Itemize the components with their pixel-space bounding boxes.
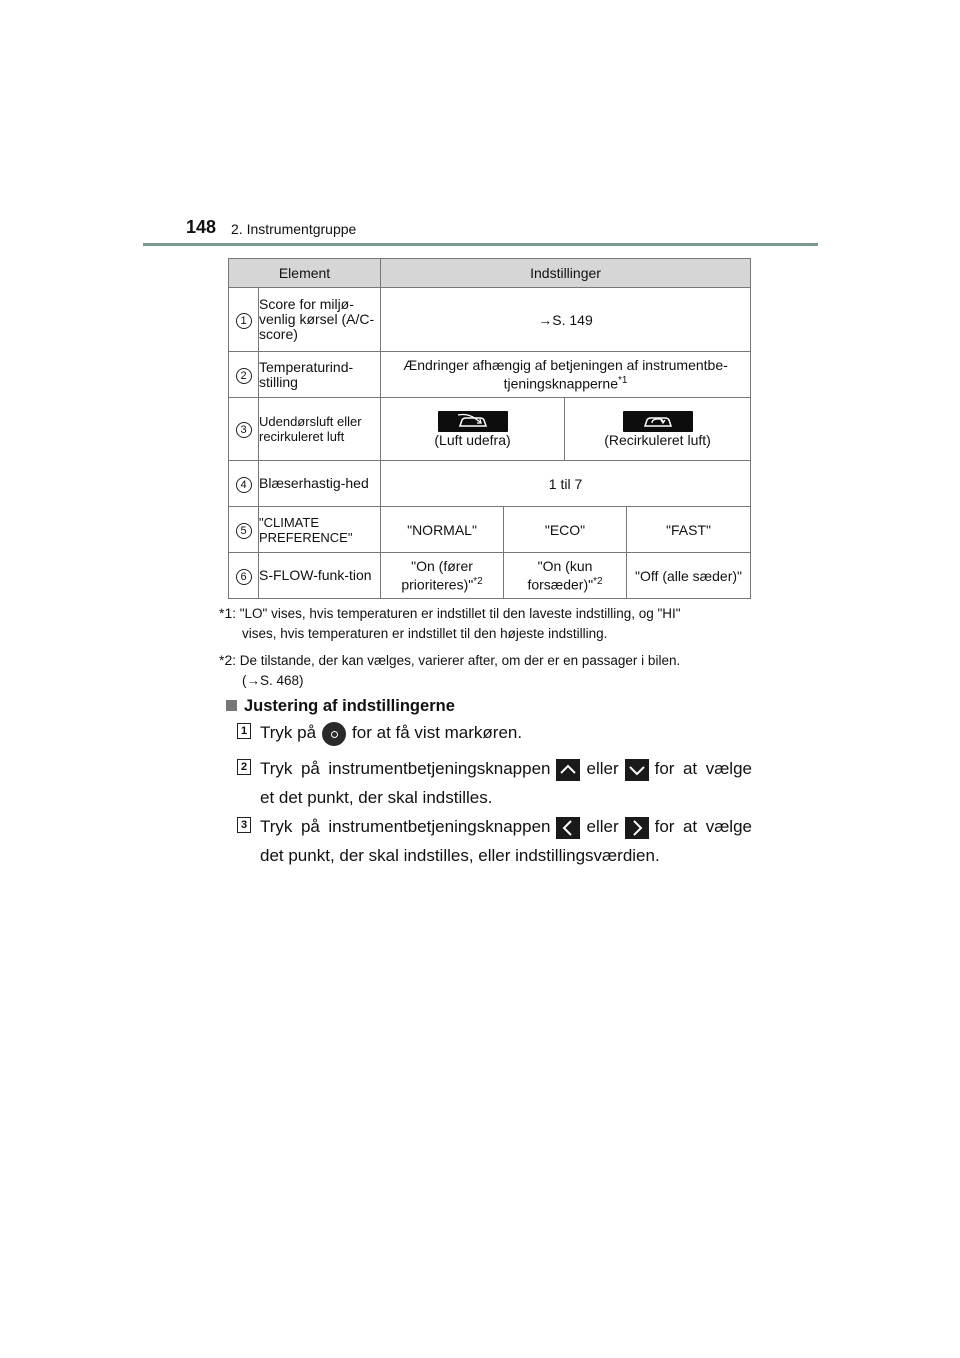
row-number: 1: [236, 313, 252, 329]
row-number: 5: [236, 523, 252, 539]
option-cell: [381, 398, 565, 461]
row-element: Udendørsluft eller recirkuleret luft: [259, 398, 381, 461]
row-value: →S. 149: [381, 288, 751, 352]
step-text-part: eller: [586, 817, 619, 836]
step-text: [237, 718, 752, 747]
step-3: [237, 812, 752, 870]
footnote-text: : "LO" vises, hvis temperaturen er indstillet til den laveste indstilling, og "HI": [232, 606, 681, 621]
procedure-title: [226, 697, 455, 716]
step-text-part: Tryk på instrumentbetjeningsknappen: [260, 817, 551, 836]
section-title: 2. Instrumentgruppe: [231, 221, 357, 237]
option-cell: [381, 553, 504, 599]
row-element: Temperaturind-stilling: [259, 352, 381, 398]
option-label: (Luft udefra): [434, 431, 511, 448]
footnote-2: [219, 650, 680, 691]
option-label: "On (fører prioriteres)": [401, 558, 474, 593]
row-number: 2: [236, 368, 252, 384]
footnote-ref: *1: [618, 375, 628, 387]
section-bullet-icon: [226, 700, 237, 711]
table-row: [229, 461, 751, 507]
recirculated-air-icon: [623, 411, 693, 432]
down-arrow-icon: [625, 759, 649, 781]
table-row: [229, 352, 751, 398]
row-value: 1 til 7: [381, 461, 751, 507]
option-cell: [565, 398, 751, 461]
step-number: 3: [237, 817, 251, 833]
step-text-part: Tryk på: [260, 723, 317, 742]
option-label: (Recirkuleret luft): [604, 431, 711, 448]
step-text-part: eller: [586, 759, 619, 778]
step-number: 1: [237, 723, 251, 739]
up-arrow-icon: [556, 759, 580, 781]
step-text: [237, 812, 752, 870]
table-row: [229, 288, 751, 352]
page-number: 148: [186, 217, 217, 237]
column-header-element: Element: [229, 259, 381, 288]
table-row: [229, 507, 751, 553]
step-1: [237, 718, 752, 747]
step-2: [237, 754, 752, 812]
step-text-part: for at vælge et det punkt, der skal indstilles.: [260, 759, 752, 807]
footnote-text: : De tilstande, der kan vælges, varierer after, om der er en passager i bilen.: [232, 653, 681, 668]
procedure-title-text: Justering af indstillingerne: [244, 697, 455, 715]
row-element: Blæserhastig-hed: [259, 461, 381, 507]
row-value-cell: [381, 352, 751, 398]
option-label: "Off (alle sæder)": [627, 553, 751, 599]
row-element: Score for miljø-venlig kørsel (A/C-score): [259, 288, 381, 352]
left-arrow-icon: [556, 817, 580, 839]
right-arrow-icon: [625, 817, 649, 839]
row-number: 3: [236, 422, 252, 438]
option-label: "On (kun forsæder)": [527, 558, 594, 593]
footnote-text: (→S. 468): [242, 673, 304, 688]
footnote-ref: *2: [593, 576, 603, 588]
footnote-text: vises, hvis temperaturen er indstillet til den højeste indstilling.: [242, 626, 608, 641]
select-button-icon: [322, 722, 346, 746]
step-text-part: for at vælge det punkt, der skal indstilles, eller indstillingsværdien.: [260, 817, 752, 865]
table-header-row: [229, 259, 751, 288]
table-row: [229, 398, 751, 461]
footnote-mark: *2: [219, 652, 233, 668]
option-cell: [504, 553, 627, 599]
outside-air-icon: [438, 411, 508, 432]
step-text-part: Tryk på instrumentbetjeningsknappen: [260, 759, 551, 778]
option-normal: "NORMAL": [381, 507, 504, 553]
row-element: S-FLOW-funk-tion: [259, 553, 381, 599]
row-number: 4: [236, 477, 252, 493]
column-header-settings: Indstillinger: [381, 259, 751, 288]
header-rule: [143, 243, 818, 246]
row-element: "CLIMATE PREFERENCE": [259, 507, 381, 553]
table-row: [229, 553, 751, 599]
option-fast: "FAST": [627, 507, 751, 553]
row-value: Ændringer afhængig af betjeningen af instrumentbe-tjeningsknapperne: [403, 357, 728, 392]
footnote-ref: *2: [473, 576, 483, 588]
option-eco: "ECO": [504, 507, 627, 553]
footnote-1: [219, 603, 681, 644]
footnote-mark: *1: [219, 605, 233, 621]
step-number: 2: [237, 759, 251, 775]
row-number: 6: [236, 569, 252, 585]
settings-table: [228, 258, 751, 599]
step-text-part: for at få vist markøren.: [352, 723, 523, 742]
step-text: [237, 754, 752, 812]
